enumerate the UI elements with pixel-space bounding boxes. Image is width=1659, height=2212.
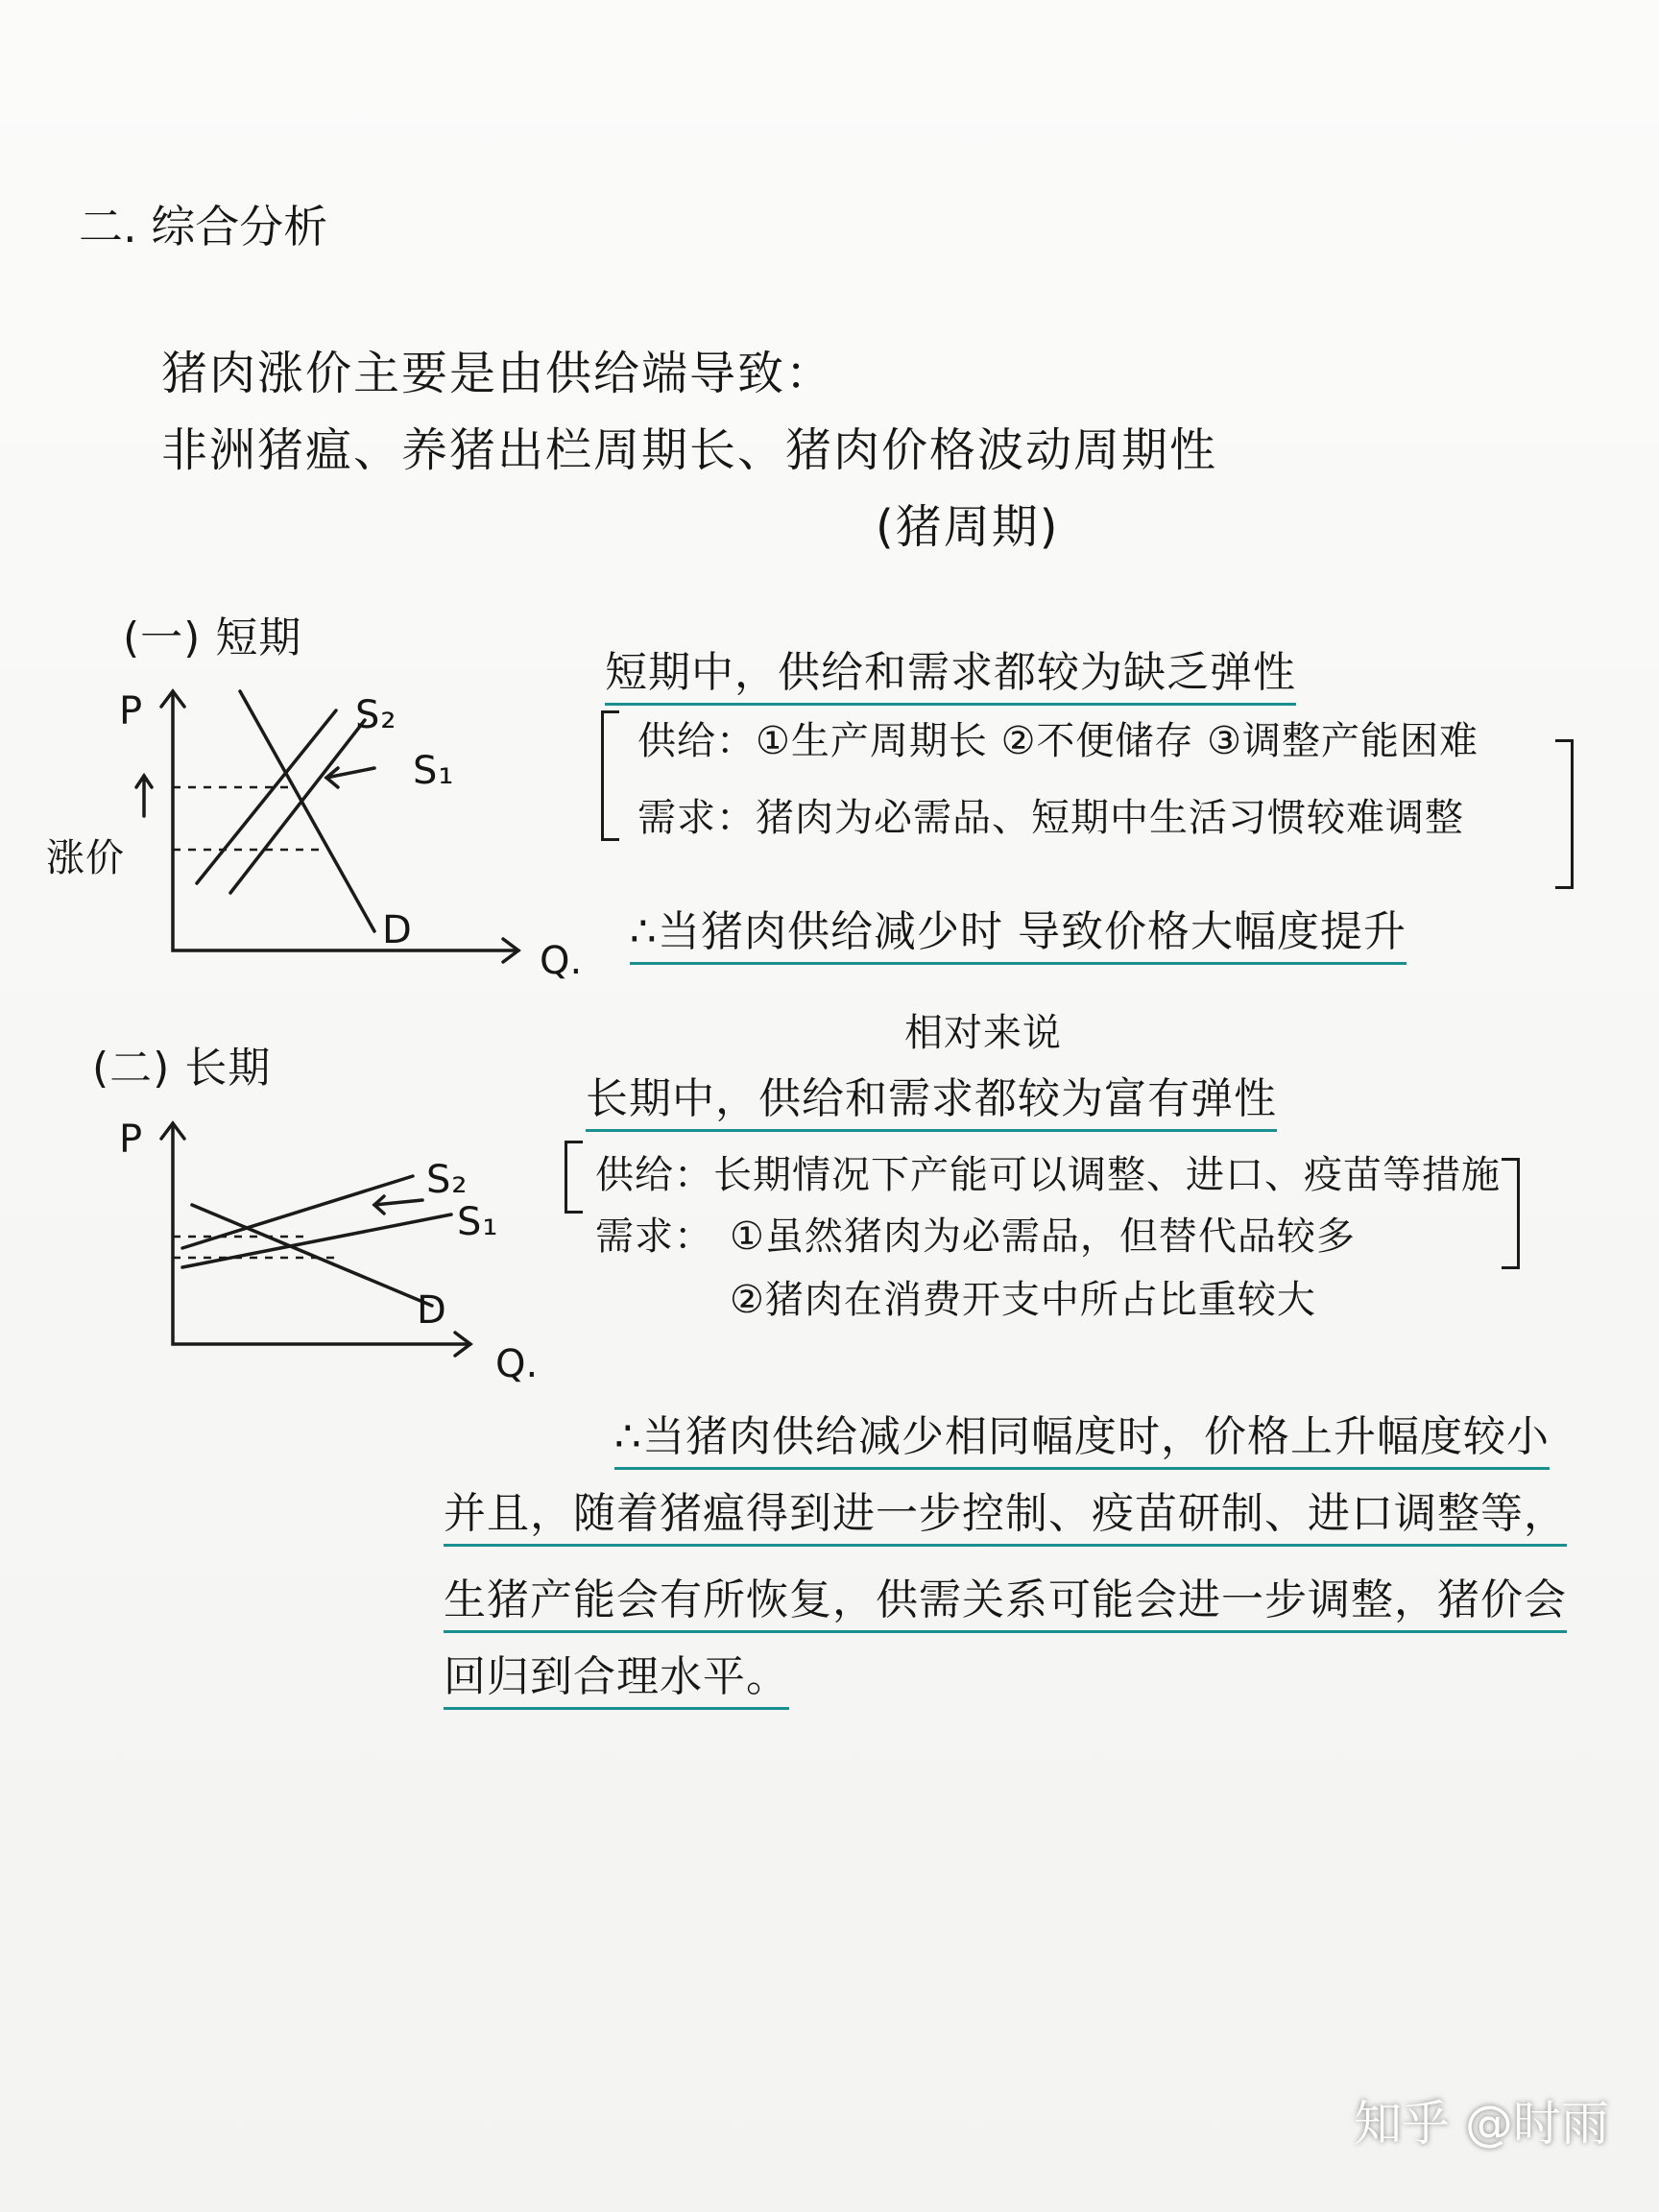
long-term-conclusion: ∴当猪肉供给减少相同幅度时，价格上升幅度较小 <box>614 1402 1550 1470</box>
long-term-bracket-left <box>565 1141 583 1214</box>
short-graph-price-label: 涨价 <box>46 836 125 880</box>
long-graph-p-label: P <box>119 1118 143 1162</box>
closing-line-1: 并且，随着猪瘟得到进一步控制、疫苗研制、进口调整等， <box>444 1479 1567 1547</box>
short-graph-s2-label: S₂ <box>355 693 397 737</box>
demand-curve-d <box>240 691 374 931</box>
intro-line-3: (猪周期) <box>876 500 1060 554</box>
demand-curve-d <box>192 1205 432 1306</box>
short-term-supply-line: 供给：①生产周期长 ②不便储存 ③调整产能困难 <box>637 719 1479 763</box>
long-term-insert-note: 相对来说 <box>904 1011 1062 1055</box>
short-term-demand-line: 需求：猪肉为必需品、短期中生活习惯较难调整 <box>637 796 1464 840</box>
long-term-bracket-right <box>1502 1158 1520 1269</box>
section-title: 二. 综合分析 <box>79 201 328 252</box>
long-term-supply-line: 供给：长期情况下产能可以调整、进口、疫苗等措施 <box>595 1153 1501 1197</box>
long-graph-s2-label: S₂ <box>426 1158 469 1202</box>
short-term-supply-demand-graph <box>86 672 586 979</box>
long-graph-q-label: Q. <box>495 1342 539 1386</box>
short-graph-q-label: Q. <box>540 939 583 983</box>
short-graph-d-label: D <box>382 908 413 952</box>
supply-curve-s1 <box>182 1214 451 1267</box>
long-graph-d-label: D <box>417 1288 447 1333</box>
short-term-statement: 短期中，供给和需求都较为缺乏弹性 <box>605 637 1296 706</box>
supply-curve-s1 <box>230 720 365 893</box>
short-term-bracket-right <box>1555 739 1574 889</box>
short-graph-p-label: P <box>119 689 143 733</box>
long-graph-s1-label: S₁ <box>457 1200 499 1244</box>
watermark: 知乎 @时雨 <box>1354 2096 1609 2152</box>
intro-line-2: 非洲猪瘟、养猪出栏周期长、猪肉价格波动周期性 <box>161 423 1218 477</box>
long-term-demand-label: 需求： <box>595 1214 713 1259</box>
long-term-supply-demand-graph <box>86 1104 586 1382</box>
long-term-demand-item-2: ②猪肉在消费开支中所占比重较大 <box>730 1278 1316 1322</box>
long-term-demand-item-1: ①虽然猪肉为必需品，但替代品较多 <box>730 1214 1356 1259</box>
closing-line-3: 回归到合理水平。 <box>444 1642 789 1710</box>
short-term-heading: (一) 短期 <box>123 613 302 662</box>
closing-line-2: 生猪产能会有所恢复，供需关系可能会进一步调整，猪价会 <box>444 1565 1567 1633</box>
short-term-bracket-left <box>601 710 619 841</box>
intro-line-1: 猪肉涨价主要是由供给端导致： <box>161 347 834 400</box>
long-term-heading: (二) 长期 <box>92 1044 272 1093</box>
short-graph-s1-label: S₁ <box>413 749 455 793</box>
short-term-conclusion: ∴当猪肉供给减少时 导致价格大幅度提升 <box>630 897 1407 965</box>
long-term-statement: 长期中，供给和需求都较为富有弹性 <box>586 1064 1277 1132</box>
